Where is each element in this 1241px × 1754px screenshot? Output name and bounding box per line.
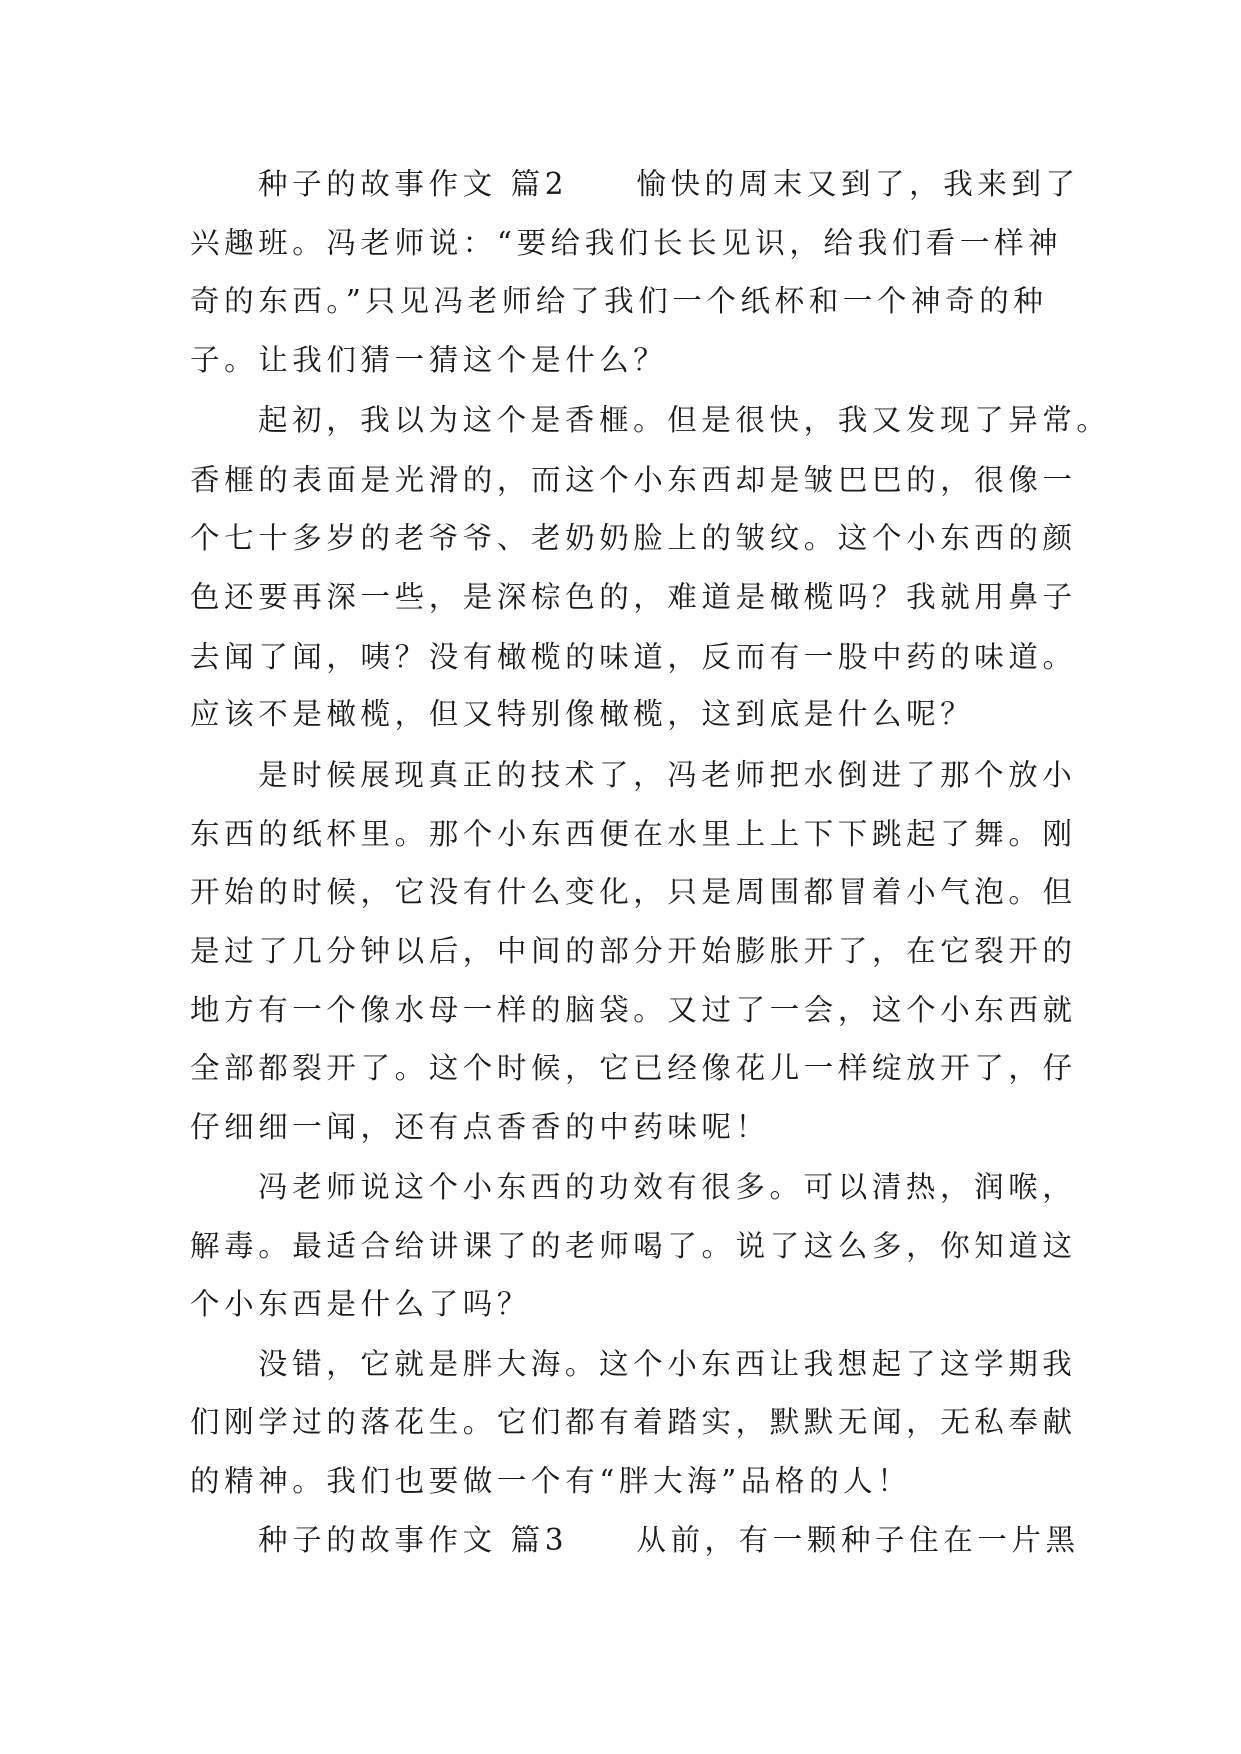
text-line: 仔细细一闻，还有点香香的中药味呢！ <box>190 1110 770 1144</box>
text-line: 去闻了闻，咦？没有橄榄的味道，反而有一股中药的味道。 <box>190 640 1077 674</box>
text-line: 是过了几分钟以后，中间的部分开始膨胀开了，在它裂开的 <box>190 934 1077 968</box>
text-line: 种子的故事作文 篇2 愉快的周末又到了，我来到了 <box>258 167 1080 201</box>
text-line: 没错，它就是胖大海。这个小东西让我想起了这学期我 <box>258 1347 1077 1381</box>
text-line: 们刚学过的落花生。它们都有着踏实，默默无闻，无私奉献 <box>190 1405 1077 1439</box>
text-line: 种子的故事作文 篇3 从前，有一颗种子住在一片黑 <box>258 1523 1080 1557</box>
text-line: 解毒。最适合给讲课了的老师喝了。说了这么多，你知道这 <box>190 1229 1077 1263</box>
text-line: 色还要再深一些，是深棕色的，难道是橄榄吗？我就用鼻子 <box>190 580 1077 614</box>
text-line: 的精神。我们也要做一个有“胖大海”品格的人！ <box>190 1464 912 1498</box>
text-line: 开始的时候，它没有什么变化，只是周围都冒着小气泡。但 <box>190 875 1077 909</box>
text-line: 冯老师说这个小东西的功效有很多。可以清热，润喉， <box>258 1170 1077 1204</box>
text-line: 东西的纸杯里。那个小东西便在水里上上下下跳起了舞。刚 <box>190 817 1077 851</box>
text-line: 起初，我以为这个是香榧。但是很快，我又发现了异常。 <box>258 403 1111 437</box>
text-line: 是时候展现真正的技术了，冯老师把水倒进了那个放小 <box>258 758 1077 792</box>
text-line: 兴趣班。冯老师说：“要给我们长长见识，给我们看一样神 <box>190 226 1063 260</box>
text-line: 全部都裂开了。这个时候，它已经像花儿一样绽放开了，仔 <box>190 1051 1077 1085</box>
text-line: 应该不是橄榄，但又特别像橄榄，这到底是什么呢？ <box>190 697 975 731</box>
text-line: 子。让我们猜一猜这个是什么？ <box>190 343 668 377</box>
text-line: 香榧的表面是光滑的，而这个小东西却是皱巴巴的，很像一 <box>190 463 1077 497</box>
text-line: 个七十多岁的老爷爷、老奶奶脸上的皱纹。这个小东西的颜 <box>190 521 1077 555</box>
text-line: 个小东西是什么了吗？ <box>190 1287 532 1321</box>
text-line: 奇的东西。”只见冯老师给了我们一个纸杯和一个神奇的种 <box>190 284 1048 318</box>
text-line: 地方有一个像水母一样的脑袋。又过了一会，这个小东西就 <box>190 993 1077 1027</box>
